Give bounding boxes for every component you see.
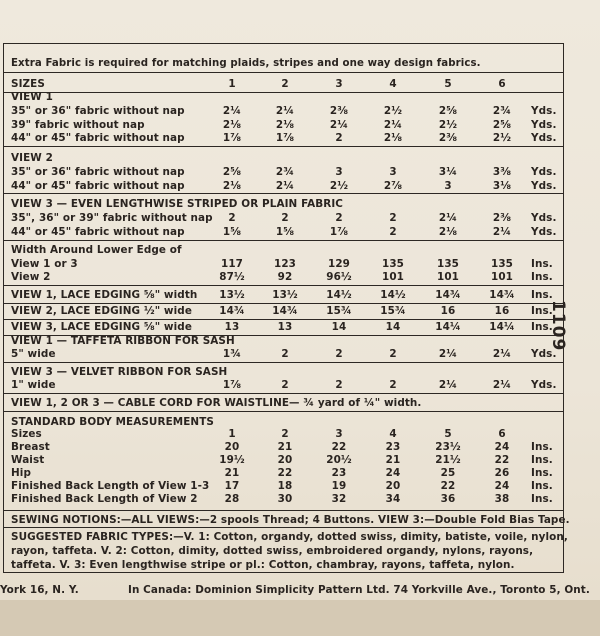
- unit-label: Yds.: [531, 105, 557, 117]
- cell-size-4: 2: [389, 225, 397, 238]
- cell-size-5: 3: [444, 179, 452, 192]
- cell-size-4: 14½: [380, 289, 406, 301]
- cell-size-3: 15¾: [326, 305, 352, 317]
- row-label: 5" wide: [11, 348, 56, 360]
- cell-size-1: 1: [228, 428, 236, 440]
- cell-size-5: 3¼: [438, 166, 458, 178]
- row-label: Sizes: [11, 428, 42, 440]
- cell-size-4: 2¼: [383, 118, 403, 131]
- cell-size-5: 2⅝: [438, 105, 458, 117]
- section-title: VIEW 1: [11, 91, 53, 103]
- cell-size-4: 34: [385, 493, 401, 505]
- suggested-fabric-line-3: taffeta. V. 3: Even lengthwise stripe or pl.: Cotton, chambray, rayons, taffeta, nylon.: [11, 559, 515, 571]
- unit-label: Yds.: [531, 212, 557, 224]
- unit-label: Ins.: [531, 480, 553, 492]
- unit-label: Ins.: [531, 289, 553, 301]
- cell-size-5: 2¼: [438, 212, 458, 224]
- cell-size-6: 2¾: [492, 105, 512, 117]
- lower-edge-title: Width Around Lower Edge of: [11, 244, 182, 256]
- row-label: 35" or 36" fabric without nap: [11, 105, 185, 117]
- row-label: Breast: [11, 441, 50, 453]
- cell-size-2: 1⅝: [275, 225, 295, 238]
- cell-size-6: 16: [494, 305, 510, 317]
- cell-size-3: 2⅜: [329, 105, 349, 117]
- row-label: 35", 36" or 39" fabric without nap: [11, 212, 213, 224]
- cell-size-3: 19: [331, 480, 347, 492]
- divider: [3, 393, 564, 394]
- cell-size-4: 2: [389, 348, 397, 360]
- cell-size-3: 14: [331, 321, 347, 333]
- unit-label: Yds.: [531, 225, 557, 238]
- cell-size-6: 2¼: [492, 348, 512, 360]
- cell-size-4: 2: [389, 379, 397, 391]
- unit-label: Ins.: [531, 305, 553, 317]
- cell-size-3: 96½: [326, 271, 352, 283]
- cell-size-3: 32: [331, 493, 347, 505]
- cell-size-1: 20: [224, 441, 240, 453]
- cell-size-1: 17: [224, 480, 240, 492]
- divider: [3, 193, 564, 194]
- cell-size-3: 2½: [329, 179, 349, 192]
- cell-size-5: 2⅛: [438, 225, 458, 238]
- unit-label: Ins.: [531, 441, 553, 453]
- cell-size-6: 14¾: [489, 289, 515, 301]
- sewing-notions: SEWING NOTIONS:—ALL VIEWS:—2 spools Thread; 4 Buttons. VIEW 3:—Double Fold Bias Tape.: [11, 514, 570, 526]
- cell-size-3: 2: [335, 379, 343, 391]
- size-header-4: 4: [389, 78, 397, 90]
- cell-size-6: 24: [494, 441, 510, 453]
- cell-size-1: 2⅛: [222, 118, 242, 131]
- cell-size-6: 3⅜: [492, 166, 512, 178]
- cell-size-1: 117: [221, 258, 243, 270]
- divider: [3, 411, 564, 412]
- cell-size-6: 14¼: [489, 321, 515, 333]
- cell-size-5: 23½: [435, 441, 461, 453]
- cell-size-5: 21½: [435, 454, 461, 466]
- cell-size-2: 13½: [272, 289, 298, 301]
- cell-size-2: 20: [277, 454, 293, 466]
- cell-size-6: 2½: [492, 132, 512, 144]
- cell-size-5: 14¾: [435, 289, 461, 301]
- cell-size-2: 14¾: [272, 305, 298, 317]
- divider: [3, 240, 564, 241]
- cell-size-4: 14: [385, 321, 401, 333]
- cell-size-2: 123: [274, 258, 296, 270]
- cell-size-3: 2: [335, 212, 343, 224]
- row-label: 35" or 36" fabric without nap: [11, 166, 185, 178]
- cell-size-3: 22: [331, 441, 347, 453]
- unit-label: Ins.: [531, 258, 553, 270]
- envelope-edge: [0, 600, 600, 636]
- cell-size-1: 2⅛: [222, 179, 242, 192]
- cell-size-3: 1⅞: [329, 225, 349, 238]
- unit-label: Yds.: [531, 379, 557, 391]
- ribbon-title: VIEW 1 — TAFFETA RIBBON FOR SASH: [11, 335, 235, 347]
- divider: [3, 510, 564, 511]
- unit-label: Ins.: [531, 467, 553, 479]
- cell-size-3: 2¼: [329, 118, 349, 131]
- cell-size-3: 3: [335, 428, 343, 440]
- cell-size-2: 2: [281, 428, 289, 440]
- divider: [3, 303, 564, 304]
- cell-size-5: 135: [437, 258, 459, 270]
- catalog-number: 1109: [548, 300, 568, 352]
- cell-size-6: 135: [491, 258, 513, 270]
- section-title: VIEW 2: [11, 152, 53, 164]
- cell-size-1: 19½: [219, 454, 245, 466]
- cell-size-2: 2¼: [275, 105, 295, 117]
- cell-size-5: 5: [444, 428, 452, 440]
- unit-label: Ins.: [531, 493, 553, 505]
- cell-size-3: 3: [335, 166, 343, 178]
- cell-size-4: 24: [385, 467, 401, 479]
- cable-cord-note: VIEW 1, 2 OR 3 — CABLE CORD FOR WAISTLINE— ¾ yard of ¼" width.: [11, 397, 422, 409]
- cell-size-1: 2¼: [222, 105, 242, 117]
- cell-size-1: 1⅝: [222, 225, 242, 238]
- row-label: View 2: [11, 271, 51, 283]
- cell-size-2: 92: [277, 271, 293, 283]
- cell-size-6: 22: [494, 454, 510, 466]
- cell-size-5: 2¼: [438, 379, 458, 391]
- row-label: VIEW 3, LACE EDGING ⅝" wide: [11, 321, 192, 333]
- unit-label: Ins.: [531, 454, 553, 466]
- cell-size-2: 2: [281, 212, 289, 224]
- cell-size-2: 1⅞: [275, 132, 295, 144]
- size-header-1: 1: [228, 78, 236, 90]
- cell-size-5: 101: [437, 271, 459, 283]
- cell-size-2: 21: [277, 441, 293, 453]
- cell-size-2: 13: [277, 321, 293, 333]
- unit-label: Ins.: [531, 271, 553, 283]
- row-label: 1" wide: [11, 379, 56, 391]
- cell-size-5: 25: [440, 467, 456, 479]
- cell-size-6: 38: [494, 493, 510, 505]
- cell-size-4: 101: [382, 271, 404, 283]
- cell-size-5: 2¼: [438, 348, 458, 360]
- cell-size-1: 13: [224, 321, 240, 333]
- cell-size-1: 1⅞: [222, 379, 242, 391]
- size-header-6: 6: [498, 78, 506, 90]
- cell-size-4: 23: [385, 441, 401, 453]
- cell-size-6: 26: [494, 467, 510, 479]
- divider: [3, 92, 564, 93]
- cell-size-6: 2¼: [492, 225, 512, 238]
- cell-size-4: 3: [389, 166, 397, 178]
- cell-size-4: 4: [389, 428, 397, 440]
- section-title: VIEW 3 — EVEN LENGTHWISE STRIPED OR PLAIN FABRIC: [11, 198, 344, 210]
- cell-size-3: 2: [335, 348, 343, 360]
- unit-label: Yds.: [531, 348, 557, 360]
- cell-size-1: 1⅞: [222, 132, 242, 144]
- cell-size-1: 28: [224, 493, 240, 505]
- cell-size-4: 20: [385, 480, 401, 492]
- cell-size-1: 13½: [219, 289, 245, 301]
- cell-size-3: 129: [328, 258, 350, 270]
- cell-size-4: 2⅛: [383, 132, 403, 144]
- size-header-2: 2: [281, 78, 289, 90]
- cell-size-2: 2⅛: [275, 118, 295, 131]
- cell-size-1: 2⅝: [222, 166, 242, 178]
- row-label: View 1 or 3: [11, 258, 78, 270]
- cell-size-3: 23: [331, 467, 347, 479]
- cell-size-5: 2⅜: [438, 132, 458, 144]
- cell-size-6: 3⅛: [492, 179, 512, 192]
- cell-size-2: 2: [281, 379, 289, 391]
- extra-fabric-note: Extra Fabric is required for matching plaids, stripes and one way design fabrics.: [11, 58, 481, 69]
- size-header-3: 3: [335, 78, 343, 90]
- row-label: Hip: [11, 467, 31, 479]
- cell-size-4: 2⅞: [383, 179, 403, 192]
- row-label: Waist: [11, 454, 45, 466]
- suggested-fabric-line-1: SUGGESTED FABRIC TYPES:—V. 1: Cotton, organdy, dotted swiss, dimity, batiste, voile, nylon,: [11, 531, 568, 543]
- cell-size-1: 2: [228, 212, 236, 224]
- cell-size-6: 2¼: [492, 379, 512, 391]
- cell-size-2: 22: [277, 467, 293, 479]
- cell-size-2: 18: [277, 480, 293, 492]
- cell-size-2: 2: [281, 348, 289, 360]
- cell-size-5: 14¼: [435, 321, 461, 333]
- body-measurements-title: STANDARD BODY MEASUREMENTS: [11, 416, 214, 428]
- cell-size-6: 2⅜: [492, 212, 512, 224]
- cell-size-5: 16: [440, 305, 456, 317]
- unit-label: Yds.: [531, 179, 557, 192]
- cell-size-1: 14¾: [219, 305, 245, 317]
- row-label: VIEW 1, LACE EDGING ⅝" width: [11, 289, 198, 301]
- cell-size-6: 2⅝: [492, 118, 512, 131]
- row-label: 39" fabric without nap: [11, 118, 145, 131]
- ribbon-title: VIEW 3 — VELVET RIBBON FOR SASH: [11, 366, 228, 378]
- cell-size-5: 22: [440, 480, 456, 492]
- cell-size-6: 6: [498, 428, 506, 440]
- cell-size-2: 2¾: [275, 166, 295, 178]
- row-label: 44" or 45" fabric without nap: [11, 132, 185, 144]
- cell-size-4: 15¾: [380, 305, 406, 317]
- divider: [3, 527, 564, 528]
- divider: [3, 319, 564, 320]
- cell-size-3: 2: [335, 132, 343, 144]
- cell-size-6: 24: [494, 480, 510, 492]
- unit-label: Yds.: [531, 118, 557, 131]
- unit-label: Yds.: [531, 132, 557, 144]
- footer-canada: In Canada: Dominion Simplicity Pattern Ltd. 74 Yorkville Ave., Toronto 5, Ont.: [128, 584, 590, 596]
- row-label: 44" or 45" fabric without nap: [11, 225, 185, 238]
- cell-size-5: 2½: [438, 118, 458, 131]
- row-label: Finished Back Length of View 2: [11, 493, 198, 505]
- cell-size-5: 36: [440, 493, 456, 505]
- unit-label: Ins.: [531, 321, 553, 333]
- sizes-label: SIZES: [11, 78, 45, 90]
- cell-size-4: 2½: [383, 105, 403, 117]
- cell-size-1: 21: [224, 467, 240, 479]
- size-header-5: 5: [444, 78, 452, 90]
- cell-size-4: 135: [382, 258, 404, 270]
- cell-size-2: 30: [277, 493, 293, 505]
- divider: [3, 72, 564, 73]
- cell-size-4: 2: [389, 212, 397, 224]
- cell-size-1: 1¾: [222, 348, 242, 360]
- divider: [3, 362, 564, 363]
- divider: [3, 285, 564, 286]
- row-label: VIEW 2, LACE EDGING ½" wide: [11, 305, 192, 317]
- cell-size-1: 87½: [219, 271, 245, 283]
- footer-address: York 16, N. Y.: [0, 584, 79, 596]
- suggested-fabric-line-2: rayon, taffeta. V. 2: Cotton, dimity, dotted swiss, embroidered organdy, nylons, rayons,: [11, 545, 534, 557]
- cell-size-2: 2¼: [275, 179, 295, 192]
- row-label: 44" or 45" fabric without nap: [11, 179, 185, 192]
- cell-size-6: 101: [491, 271, 513, 283]
- cell-size-3: 14½: [326, 289, 352, 301]
- unit-label: Yds.: [531, 166, 557, 178]
- divider: [3, 146, 564, 147]
- cell-size-4: 21: [385, 454, 401, 466]
- row-label: Finished Back Length of View 1-3: [11, 480, 210, 492]
- cell-size-3: 20½: [326, 454, 352, 466]
